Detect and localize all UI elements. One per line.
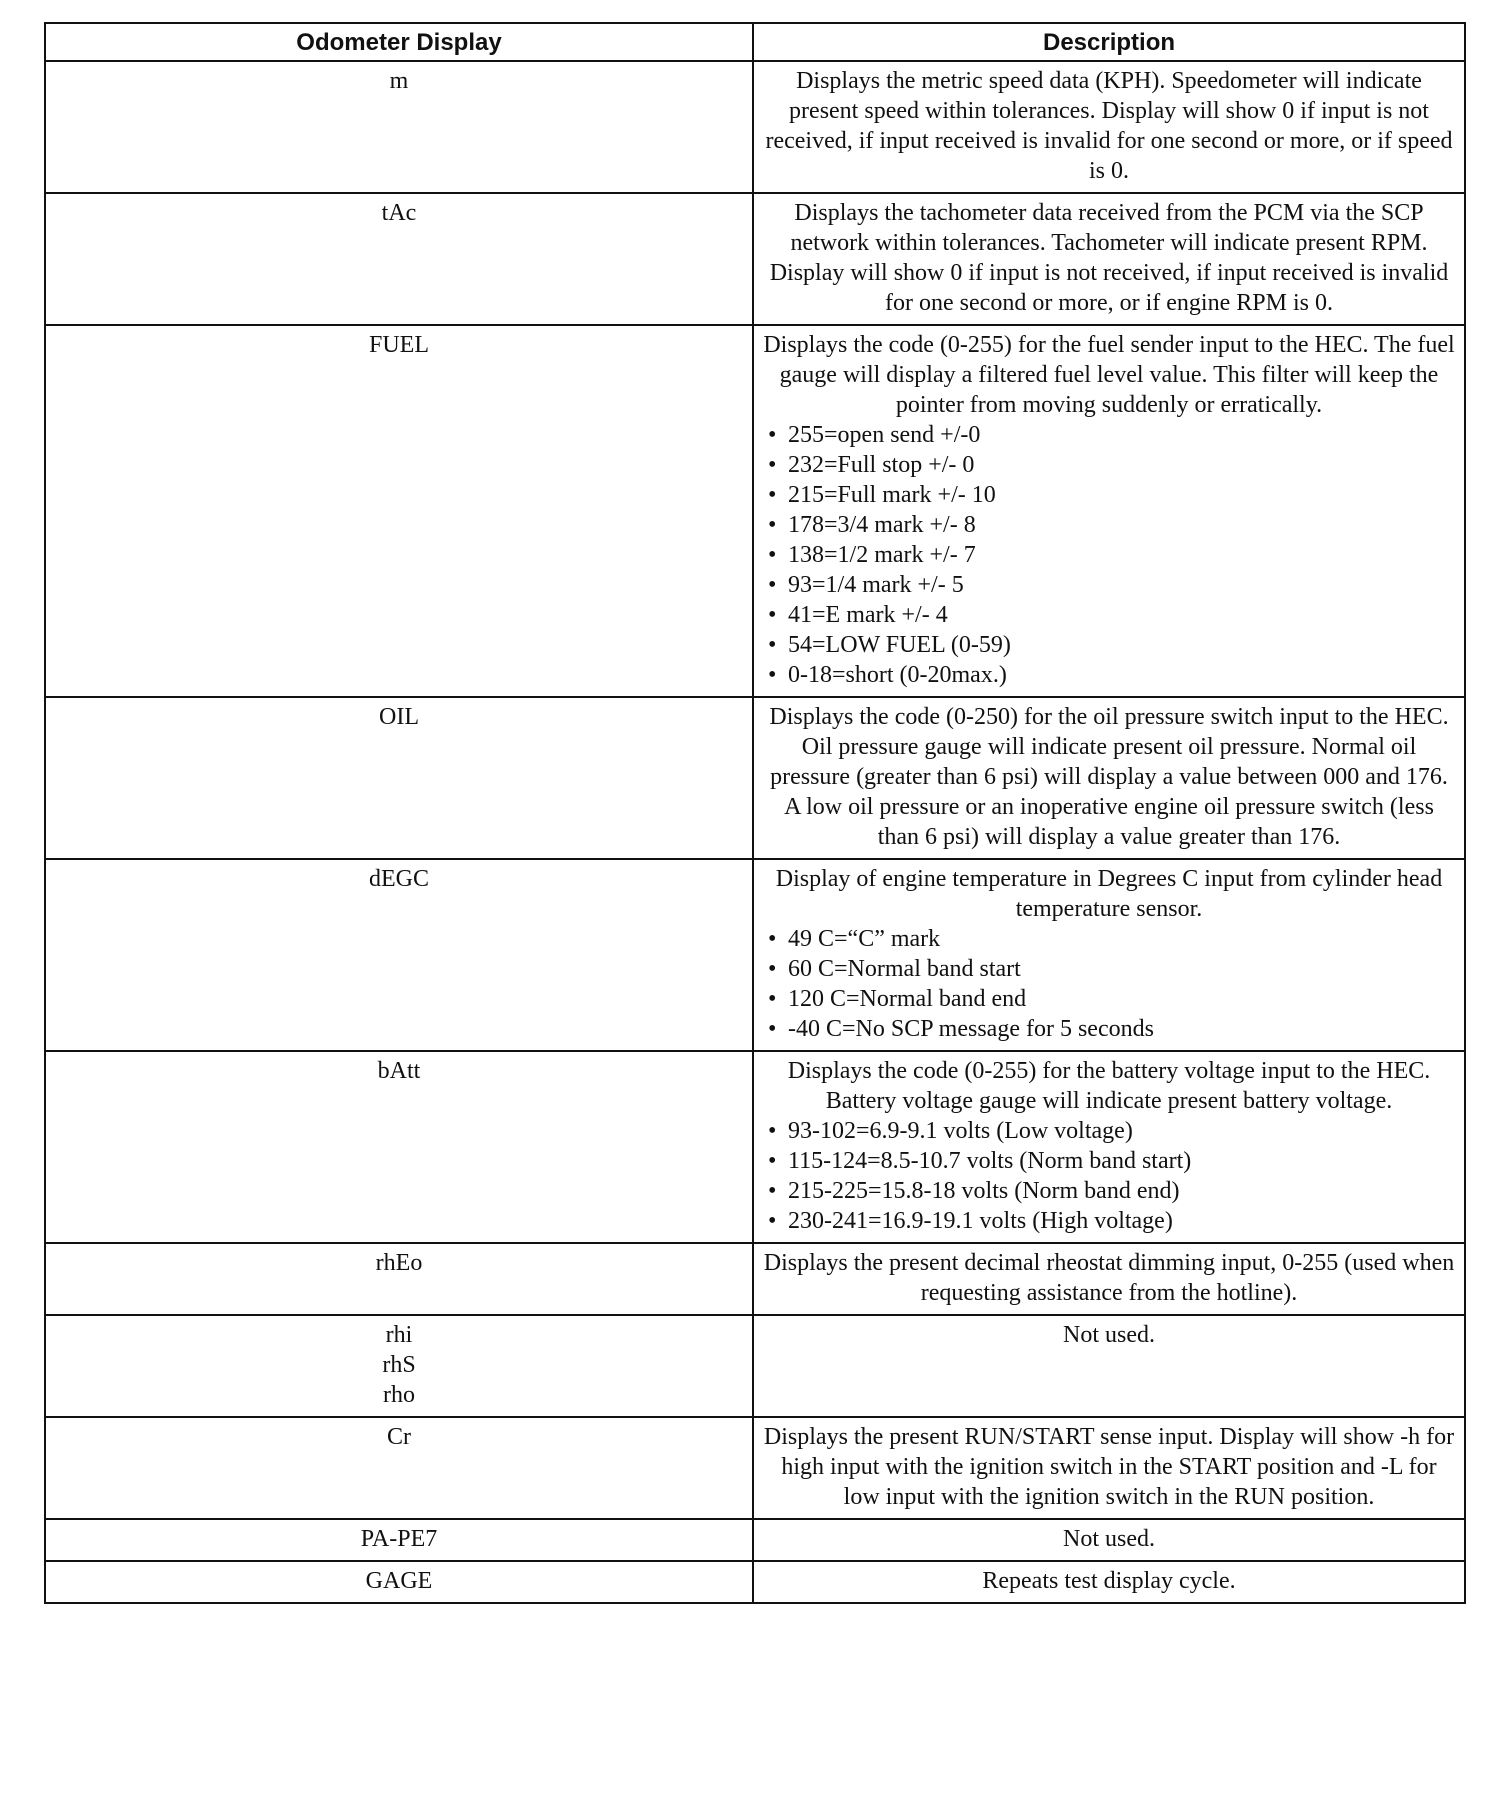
value-list	[762, 924, 1456, 1044]
description-text: Displays the code (0-255) for the battery voltage input to the HEC. Battery voltage gauge will indicate present battery voltage.	[787, 1058, 1431, 1114]
display-code: tAc	[381, 200, 417, 226]
display-code: m	[389, 68, 409, 94]
header-row	[45, 23, 1465, 61]
description-text: Displays the metric speed data (KPH). Speedometer will indicate present speed within tolerances. Display will show 0 if input is not received, if input received is invalid for one second or more, or if speed is 0.	[765, 68, 1453, 184]
display-code: GAGE	[365, 1568, 433, 1594]
odometer-display-cell	[45, 61, 753, 193]
value-list-item: • 120 C=Normal band end	[766, 984, 1456, 1014]
description-text: Repeats test display cycle.	[982, 1568, 1236, 1594]
display-code: Cr	[387, 1424, 411, 1450]
table-row	[45, 697, 1465, 859]
value-list-item: • 93=1/4 mark +/- 5	[766, 570, 1456, 600]
value-list-item: • 0-18=short (0-20max.)	[766, 660, 1456, 690]
description-cell	[753, 1561, 1465, 1603]
display-code: rho	[383, 1382, 415, 1408]
display-code: rhEo	[375, 1250, 423, 1276]
description-cell	[753, 1243, 1465, 1315]
header-description: Description	[753, 23, 1465, 61]
description-text: Display of engine temperature in Degrees C input from cylinder head temperature sensor.	[775, 866, 1443, 922]
display-code: PA-PE7	[360, 1526, 438, 1552]
value-list	[762, 420, 1456, 690]
description-cell	[753, 325, 1465, 697]
description-cell	[753, 1417, 1465, 1519]
value-list-item: • 115-124=8.5-10.7 volts (Norm band start)	[766, 1146, 1456, 1176]
display-code: dEGC	[369, 866, 429, 892]
value-list-item: • 138=1/2 mark +/- 7	[766, 540, 1456, 570]
value-list-item: • 232=Full stop +/- 0	[766, 450, 1456, 480]
odometer-display-cell	[45, 697, 753, 859]
table-row	[45, 193, 1465, 325]
table-row	[45, 1519, 1465, 1561]
odometer-display-cell	[45, 193, 753, 325]
value-list-item: • 215=Full mark +/- 10	[766, 480, 1456, 510]
odometer-display-cell	[45, 1051, 753, 1243]
description-text: Displays the code (0-250) for the oil pressure switch input to the HEC. Oil pressure gauge will indicate present oil pressure. Normal oil pressure (greater than 6 psi) will display a value between 000 and 176. A low oil pressure or an inoperative engine oil pressure switch (less than 6 psi) will display a value greater than 176.	[769, 704, 1449, 850]
header-odometer-display: Odometer Display	[45, 23, 753, 61]
odometer-display-cell	[45, 1561, 753, 1603]
odometer-display-cell	[45, 325, 753, 697]
description-text: Not used.	[1063, 1322, 1155, 1348]
value-list-item: • 93-102=6.9-9.1 volts (Low voltage)	[766, 1116, 1456, 1146]
display-code: rhS	[382, 1352, 416, 1378]
description-text: Displays the present RUN/START sense input. Display will show -h for high input with the ignition switch in the START position and -L for low input with the ignition switch in the RUN position.	[763, 1424, 1455, 1510]
value-list	[762, 1116, 1456, 1236]
value-list-item: • -40 C=No SCP message for 5 seconds	[766, 1014, 1456, 1044]
value-list-item: • 230-241=16.9-19.1 volts (High voltage)	[766, 1206, 1456, 1236]
description-cell	[753, 1051, 1465, 1243]
table-row	[45, 1417, 1465, 1519]
table-row	[45, 1243, 1465, 1315]
description-cell	[753, 859, 1465, 1051]
odometer-display-cell	[45, 859, 753, 1051]
value-list-item: • 255=open send +/-0	[766, 420, 1456, 450]
display-code: bAtt	[377, 1058, 421, 1084]
value-list-item: • 49 C=“C” mark	[766, 924, 1456, 954]
value-list-item: • 41=E mark +/- 4	[766, 600, 1456, 630]
value-list-item: • 215-225=15.8-18 volts (Norm band end)	[766, 1176, 1456, 1206]
odometer-display-cell	[45, 1417, 753, 1519]
value-list-item: • 178=3/4 mark +/- 8	[766, 510, 1456, 540]
table-row	[45, 1561, 1465, 1603]
display-code: rhi	[385, 1322, 413, 1348]
description-cell	[753, 1315, 1465, 1417]
description-text: Displays the code (0-255) for the fuel sender input to the HEC. The fuel gauge will display a filtered fuel level value. This filter will keep the pointer from moving suddenly or erratically.	[763, 332, 1455, 418]
value-list-item: • 60 C=Normal band start	[766, 954, 1456, 984]
description-cell	[753, 193, 1465, 325]
table-body	[45, 61, 1465, 1603]
odometer-display-cell	[45, 1315, 753, 1417]
display-code: FUEL	[369, 332, 429, 358]
description-text: Not used.	[1063, 1526, 1155, 1552]
description-cell	[753, 61, 1465, 193]
description-text: Displays the present decimal rheostat dimming input, 0-255 (used when requesting assistance from the hotline).	[763, 1250, 1455, 1306]
description-cell	[753, 1519, 1465, 1561]
table-row	[45, 1315, 1465, 1417]
table-row	[45, 859, 1465, 1051]
odometer-display-cell	[45, 1243, 753, 1315]
table-row	[45, 1051, 1465, 1243]
odometer-display-cell	[45, 1519, 753, 1561]
value-list-item: • 54=LOW FUEL (0-59)	[766, 630, 1456, 660]
table-row	[45, 61, 1465, 193]
display-code: OIL	[379, 704, 419, 730]
description-text: Displays the tachometer data received from the PCM via the SCP network within tolerances. Tachometer will indicate present RPM. Display will show 0 if input is not received, if input received is invalid for one second or more, or if engine RPM is 0.	[769, 200, 1449, 316]
odometer-display-table	[44, 22, 1466, 1604]
table-row	[45, 325, 1465, 697]
description-cell	[753, 697, 1465, 859]
